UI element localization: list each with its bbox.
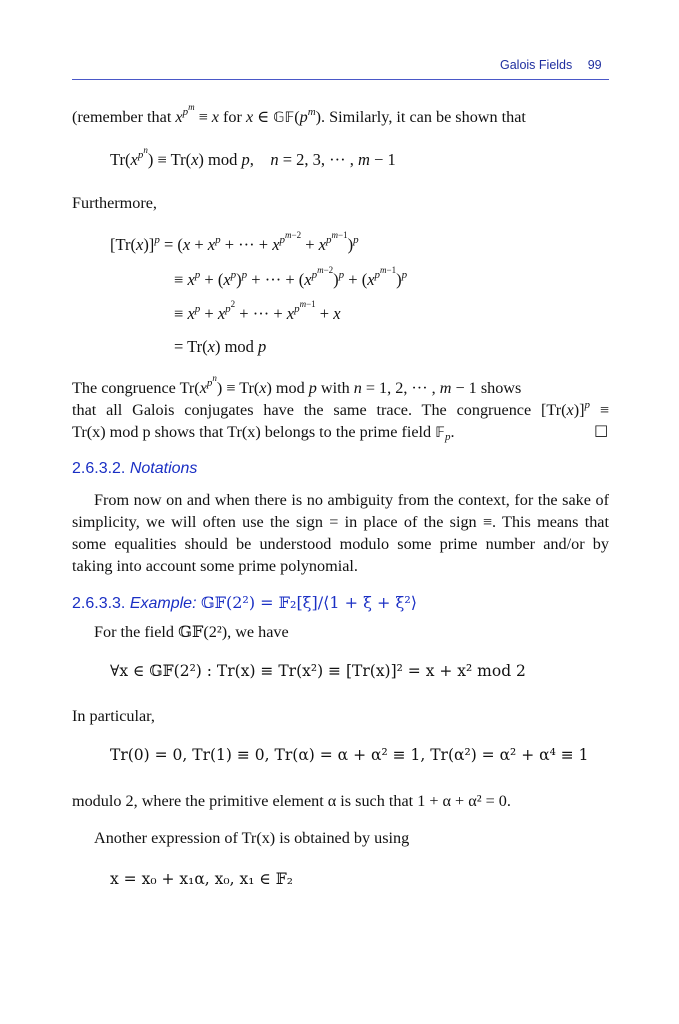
equation-forall-trace: ∀x ∈ 𝔾𝔽(2²) : Tr(x) ≡ Tr(x²) ≡ [Tr(x)]² = x + x² mod 2 xyxy=(110,662,526,680)
example-formula: 𝔾𝔽(2²) = 𝔽₂[ξ]/⟨1 + ξ + ξ²⟩ xyxy=(200,593,417,612)
paragraph-notations: From now on and when there is no ambiguity from the context, for the sake of simplicity, we will often use the sign = in place of the sign ≡. This means that some equalities should be understood modulo some prime number and/or by taking into account some prime polynomial. xyxy=(72,491,609,575)
paragraph-congruence: The congruence $Tr(x^{p^n}) \equiv Tr(x)$ mod p with n = 1, 2, ··· , m − 1 shows xyxy=(72,373,522,397)
section-heading-example: 2.6.3.3. Example: 𝔾𝔽(2²) = 𝔽₂[ξ]/⟨1 + ξ + ξ²⟩ xyxy=(72,593,417,612)
section-heading-notations: 2.6.3.2. Notations xyxy=(72,460,198,477)
running-header xyxy=(500,58,602,72)
equation-aligned-line-4: = Tr(x) mod p xyxy=(174,337,267,356)
header-rule xyxy=(72,79,609,80)
equation-aligned-line-3: ≡ $x^p + x^{p^2}$ + ··· + $x^{p^{m-1}} + x$ xyxy=(174,299,341,323)
text-another-expression: Another expression of Tr(x) is obtained by using xyxy=(94,829,410,847)
text-field-intro: For the field 𝔾𝔽(2²), we have xyxy=(94,623,289,641)
header-title: Galois Fields xyxy=(500,58,573,72)
paragraph-remember: (remember that $x^{p^m} \equiv x$ for x ∈ $𝔾𝔽(p^m)$. Similarly, it can be shown that xyxy=(72,102,526,126)
text-modulo-primitive: modulo 2, where the primitive element α is such that 1 + α + α² = 0. xyxy=(72,792,511,810)
page-number: 99 xyxy=(587,58,602,72)
qed-symbol: □ xyxy=(594,421,609,439)
equation-basis: x = x₀ + x₁α, x₀, x₁ ∈ 𝔽₂ xyxy=(110,870,293,888)
text-in-particular: In particular, xyxy=(72,707,155,725)
equation-aligned-line-1: $[Tr(x)]^p = (x + x^p$ + ··· + $x^{p^{m-2}} + x^{p^{m-1}})^p$ xyxy=(110,230,359,254)
paragraph-congruence-line-3: Tr(x) mod p shows that Tr(x) belongs to the prime field 𝔽$_p$. xyxy=(72,423,455,443)
equation-aligned-line-2: ≡ $x^p + (x^p)^p$ + ··· + $(x^{p^{m-2}})^p + (x^{p^{m-1}})^p$ xyxy=(174,265,408,289)
paragraph-congruence-line-2: that all Galois conjugates have the same trace. The congruence $[Tr(x)]^p$ ≡ xyxy=(72,399,609,419)
equation-trace-power: $Tr(x^{p^n}) \equiv Tr(x)$ mod p, n = 2, 3, ··· , m − 1 xyxy=(110,145,396,169)
equation-trace-values: Tr(0) = 0, Tr(1) ≡ 0, Tr(α) = α + α² ≡ 1, Tr(α²) = α² + α⁴ ≡ 1 xyxy=(110,746,589,764)
text-furthermore: Furthermore, xyxy=(72,194,157,212)
